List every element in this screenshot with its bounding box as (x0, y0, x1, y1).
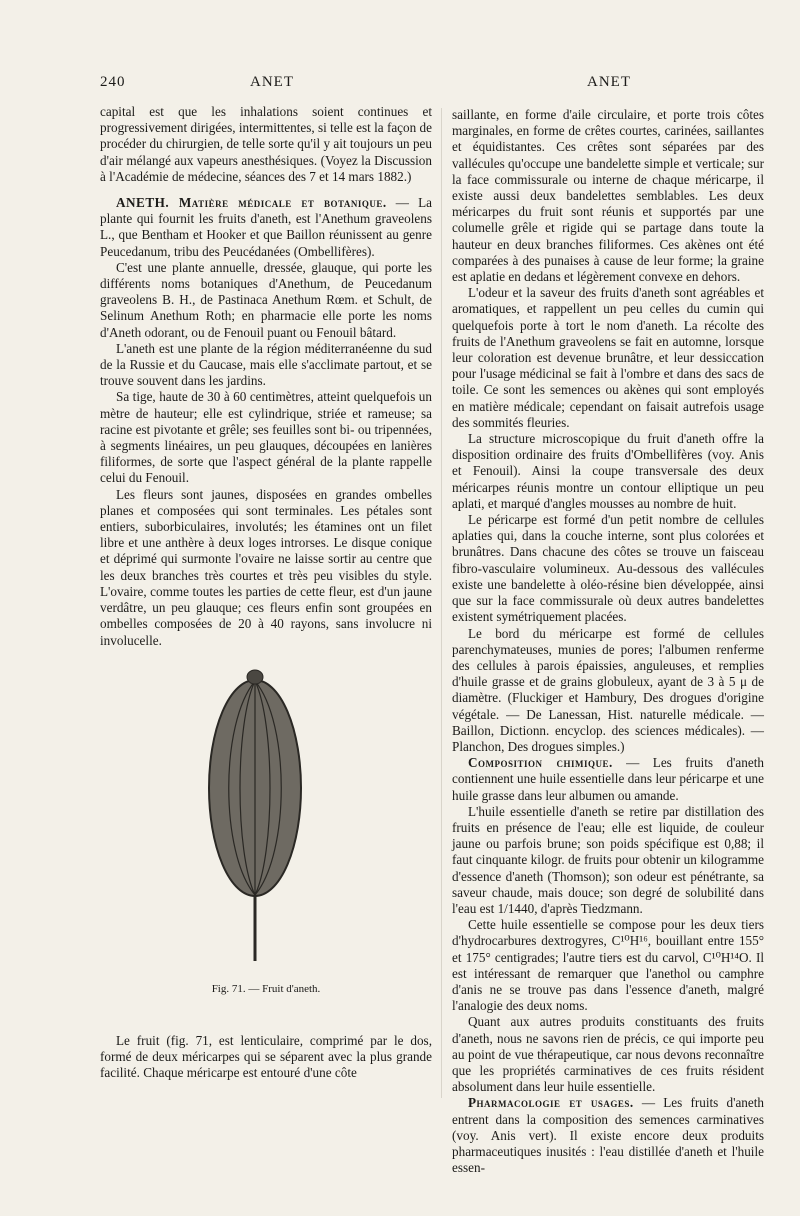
paragraph: Le fruit (fig. 71, est lenticulaire, comprimé par le dos, formé de deux méricarpes qui se séparent avec la plus grande facilité. Chaque méricarpe est entouré d'une côte (100, 1032, 432, 1081)
paragraph: L'huile essentielle d'aneth se retire par distillation des fruits en présence de l'eau; elle est liquide, de couleur jaune ou parfois brune; son poids spécifique est 0,88; il faut cinquante kilogr. de fruits pour obtenir un kilogramme d'essence d'aneth (Thomson); son odeur est pénétrante, sa saveur chaude, mais douce; son degré de solubilité dans l'eau est 1/1440, d'après Tiedzmann. (452, 803, 764, 916)
right-column (452, 107, 764, 1176)
dill-fruit-illustration (200, 663, 310, 963)
paragraph: La structure microscopique du fruit d'aneth offre la disposition ordinaire des fruits d'Ombellifères (voy. Anis et Fenouil). Ainsi la coupe transversale des deux méricarpes réunis montre un contour elliptique un peu aplati, et marqué d'angles mousses au nombre de huit. (452, 431, 764, 511)
paragraph: Les fleurs sont jaunes, disposées en grandes ombelles planes et composées qui sont terminales. Les pétales sont entiers, suborbiculaires, involutés; les étamines ont un filet libre et une anthère à deux loges introrses. Le disque conique et déprimé qui surmonte l'ovaire ne laisse sortir au centre que les deux branches très courtes et très peu visibles du style. L'ovaire, comme toutes les parties de cette fleur, est d'un jaune verdâtre, un peu glauque; ces fleurs enfin sont groupées en ombelles composées de 20 à 40 rayons, sans involucre ni involucelle. (100, 486, 432, 648)
running-title-right: ANET (587, 74, 631, 90)
paragraph-pharmacologie: Pharmacologie et usages. — Les fruits d'aneth entrent dans la composition des semences carminatives (voy. Anis vert). Il existe encore deux produits pharmaceutiques inusités : l'eau distillée d'aneth et l'huile essen- (452, 1095, 764, 1176)
left-column (100, 104, 432, 1081)
figure-71 (100, 663, 432, 1023)
paragraph: Quant aux autres produits constituants des fruits d'aneth, nous ne savons rien de précis, ce qui importe peu au point de vue thérapeutique, car nous devons reconnaître que les propriétés carminatives de ces fruits résident absolument dans leur huile essentielle. (452, 1014, 764, 1095)
section-heading: Pharmacologie et usages. (468, 1095, 634, 1111)
paragraph: Sa tige, haute de 30 à 60 centimètres, atteint quelquefois un mètre de hauteur; elle est cylindrique, striée et rameuse; sa racine est pivotante et grêle; ses feuilles sont bi- ou tripennées, à segments linéaires, un peu glauques, découpées en lanières filiformes, de sorte que l'aspect général de la plante rappelle celui du Fenouil. (100, 389, 432, 486)
paragraph-composition: Composition chimique. — Les fruits d'aneth contiennent une huile essentielle dans leur péricarpe et une huile grasse dans leur albumen ou amande. (452, 755, 764, 803)
page-number: 240 (100, 74, 126, 90)
section-heading: Composition chimique. (468, 755, 613, 771)
paragraph: Le péricarpe est formé d'un petit nombre de cellules aplaties qui, dans la couche interne, sont plus colorées et brunâtres. Dans chacune des côtes se trouve un faisceau fibro-vasculaire volumineux. Au-dessous des vallécules existe une bandelette à oléo-résine bien développée, ainsi que sur la face commissurale où deux autres bandelettes existent symétriquement placées. (452, 512, 764, 625)
paragraph: Le bord du méricarpe est formé de cellules parenchymateuses, munies de pores; l'albumen renferme des cellules à parois épaissies, anguleuses, et remplies d'huile grasse et de grains globuleux, ayant de 3 à 5 μ de diamètre. (Fluckiger et Hambury, Des drogues d'origine végétale. — De Lanessan, Hist. naturelle médicale. — Baillon, Dictionn. encyclop. des sciences médicales). — Planchon, Des drogues simples.) (452, 625, 764, 754)
paragraph: capital est que les inhalations soient continues et progressivement dirigées, intermittentes, si telle est la façon de procéder du chirurgien, de telle sorte qu'il y ait toujours un peu d'air mélangé aux vapeurs anesthésiques. (Voyez la Discussion à l'Académie de médecine, séances des 7 et 14 mars 1882.) (100, 104, 432, 184)
running-title-left: ANET (250, 74, 294, 90)
figure-caption: Fig. 71. — Fruit d'aneth. (211, 982, 321, 995)
section-heading: ANETH. Matière médicale et botanique. (116, 195, 387, 211)
paragraph: L'odeur et la saveur des fruits d'aneth sont agréables et aromatiques, et rappellent un peu celles du cumin qui quelquefois porte à tort le nom d'aneth. La récolte des fruits de l'Anethum graveolens se fait en automne, lorsque leur coloration est devenue brunâtre, et leur dessiccation pour l'usage médicinal se fait à l'ombre et dans des sacs de toile. Ce sont les semences ou akènes qui sont employés en matière médicale; cependant on faisait autrefois usage des sommités fleuries. (452, 285, 764, 430)
paragraph-aneth: ANETH. Matière médicale et botanique. — La plante qui fournit les fruits d'aneth, est l'Anethum graveolens L., que Bentham et Hooker et que Baillon réunissent au genre Peucedanum, tribu des Peucédanées (Ombellifères). (100, 195, 432, 259)
paragraph: Cette huile essentielle se compose pour les deux tiers d'hydrocarbures dextrogyres, C¹⁰H¹⁶, bouillant entre 155° et 175° centigrades; l'autre tiers est du carvol, C¹⁰H¹⁴O. Il est intéressant de remarquer que l'anethol ou camphre d'anis ne se trouve pas dans l'essence d'aneth, malgré l'analogie des deux noms. (452, 917, 764, 1014)
paragraph: saillante, en forme d'aile circulaire, et porte trois côtes marginales, en forme de crêtes courtes, carinées, saillantes et équidistantes. Ces crêtes sont séparées par des vallécules qu'occupe une bandelette simple et verticale; sur la face commissurale ou interne de chaque méricarpe, il existe aussi deux bandelettes semblables. Les deux méricarpes du fruit sont réunis et supportés par une columelle grêle et rigide qui se partage dans toute la hauteur en deux branches filiformes. Ces akènes ont été comparées à des punaises à cause de leur forme; la graine est aplatie en dedans et légèrement convexe en dehors. (452, 107, 764, 285)
paragraph: C'est une plante annuelle, dressée, glauque, qui porte les différents noms botaniques d'Anethum, de Peucedanum graveolens B. H., de Pastinaca Anethum Rœm. et Schult, de Selinum Anethum Roth; en pharmacie elle porte les noms d'Aneth odorant, ou de Fenouil puant ou Fenouil bâtard. (100, 259, 432, 340)
column-divider (441, 108, 442, 1098)
page-header (100, 74, 760, 96)
paragraph: L'aneth est une plante de la région méditerranéenne du sud de la Russie et du Caucase, mais elle s'acclimate partout, et se trouve souvent dans les jardins. (100, 340, 432, 389)
